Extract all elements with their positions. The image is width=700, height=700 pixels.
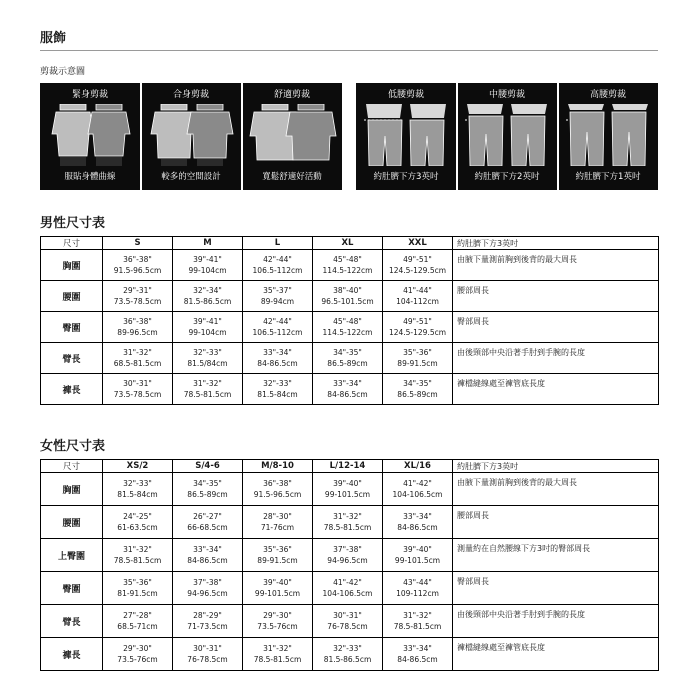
size-value-cell <box>103 473 173 506</box>
table-row <box>41 473 659 506</box>
cm-value: 73.5-78.5cm <box>113 390 162 399</box>
size-value-cell <box>313 638 383 671</box>
size-value-cell <box>313 281 383 312</box>
size-value-cell <box>383 374 453 405</box>
inch-value: 28"-29" <box>193 611 222 620</box>
cm-value: 89-94cm <box>260 297 295 306</box>
cm-value: 86.5-89cm <box>327 359 368 368</box>
inch-value: 34"-35" <box>403 379 432 388</box>
size-value-cell <box>313 374 383 405</box>
fit-caption-slim: 服貼身體曲線 <box>64 172 116 182</box>
high-rise-pants-figure <box>558 104 658 166</box>
inch-value: 33"-34" <box>403 644 432 653</box>
size-value-cell <box>383 312 453 343</box>
size-value-cell <box>313 572 383 605</box>
measurement-label: 褲長 <box>41 638 103 671</box>
size-col-header: XL <box>313 237 383 250</box>
cm-value: 86.5-89cm <box>397 390 438 399</box>
inch-value: 38"-40" <box>333 286 362 295</box>
measurement-note: 褲檔縫線處至褲管底長度 <box>453 638 659 671</box>
size-value-cell <box>243 605 313 638</box>
size-value-cell <box>383 281 453 312</box>
fit-caption-relaxed: 寬鬆舒適好活動 <box>262 172 322 182</box>
cm-value: 78.5-81.5cm <box>323 523 372 532</box>
size-value-cell <box>383 473 453 506</box>
size-value-cell <box>173 506 243 539</box>
inch-value: 33"-34" <box>333 379 362 388</box>
table-row <box>41 539 659 572</box>
measurement-label: 臀圍 <box>41 312 103 343</box>
fit-title-slim: 緊身剪裁 <box>71 90 108 100</box>
size-value-cell <box>173 250 243 281</box>
women-size-chart-title: 女性尺寸表 <box>40 439 106 454</box>
inch-value: 28"-30" <box>263 512 292 521</box>
fit-title-low-rise: 低腰剪裁 <box>387 90 424 100</box>
measurement-label: 褲長 <box>41 374 103 405</box>
measurement-note: 測量約在自然腰線下方3吋的臀部周長 <box>453 539 659 572</box>
cm-value: 81-91.5cm <box>117 589 158 598</box>
bottoms-fit-strip <box>356 83 658 190</box>
fit-caption-mid-rise: 約肚臍下方2英吋 <box>474 172 540 182</box>
cm-value: 104-106.5cm <box>322 589 373 598</box>
cm-value: 76-78.5cm <box>187 655 228 664</box>
note-header: 約肚臍下方3英吋 <box>453 460 659 473</box>
size-value-cell <box>243 506 313 539</box>
inch-value: 29"-30" <box>123 644 152 653</box>
fit-title-regular: 合身剪裁 <box>172 90 209 100</box>
inch-value: 31"-32" <box>333 512 362 521</box>
size-value-cell <box>383 343 453 374</box>
size-value-cell <box>383 539 453 572</box>
inch-value: 26"-27" <box>193 512 222 521</box>
size-value-cell <box>173 343 243 374</box>
inch-value: 36"-38" <box>123 317 152 326</box>
cm-value: 124.5-129.5cm <box>388 328 447 337</box>
title-divider <box>40 50 658 51</box>
inch-value: 32"-33" <box>263 379 292 388</box>
inch-value: 30"-31" <box>193 644 222 653</box>
measurement-label: 胸圍 <box>41 250 103 281</box>
cm-value: 84-86.5cm <box>257 359 298 368</box>
size-col-header: XS/2 <box>103 460 173 473</box>
note-header: 約肚臍下方3英吋 <box>453 237 659 250</box>
size-value-cell <box>103 343 173 374</box>
inch-value: 32"-33" <box>193 348 222 357</box>
inch-value: 31"-32" <box>263 644 292 653</box>
cm-value: 106.5-112cm <box>252 266 303 275</box>
inch-value: 36"-38" <box>263 479 292 488</box>
inch-value: 39"-41" <box>193 255 222 264</box>
inch-value: 35"-36" <box>263 545 292 554</box>
cm-value: 73.5-78.5cm <box>113 297 162 306</box>
fit-title-relaxed: 舒適剪裁 <box>273 90 310 100</box>
inch-value: 49"-51" <box>403 317 432 326</box>
table-row <box>41 638 659 671</box>
size-value-cell <box>173 312 243 343</box>
women-size-table <box>40 459 659 671</box>
size-value-cell <box>313 539 383 572</box>
men-size-chart-title: 男性尺寸表 <box>40 216 106 231</box>
cm-value: 94-96.5cm <box>327 556 368 565</box>
inch-value: 30"-31" <box>123 379 152 388</box>
size-value-cell <box>243 638 313 671</box>
cm-value: 104-106.5cm <box>392 490 443 499</box>
inch-value: 39"-40" <box>263 578 292 587</box>
inch-value: 33"-34" <box>403 512 432 521</box>
inch-value: 31"-32" <box>403 611 432 620</box>
inch-value: 32"-33" <box>123 479 152 488</box>
measurement-note: 由後頸部中央沿著手肘到手腕的長度 <box>453 605 659 638</box>
size-value-cell <box>103 374 173 405</box>
size-value-cell <box>313 343 383 374</box>
size-value-cell <box>243 374 313 405</box>
cm-value: 66-68.5cm <box>187 523 228 532</box>
cm-value: 104-112cm <box>396 297 439 306</box>
table-row <box>41 506 659 539</box>
measurement-note: 腰部周長 <box>453 506 659 539</box>
measurement-label: 臂長 <box>41 343 103 374</box>
inch-value: 24"-25" <box>123 512 152 521</box>
cm-value: 78.5-81.5cm <box>113 556 162 565</box>
page-title: 服飾 <box>40 31 67 46</box>
fit-caption-regular: 較多的空間設計 <box>161 172 221 182</box>
slim-fit-shirt-figure <box>40 104 140 166</box>
fit-caption-low-rise: 約肚臍下方3英吋 <box>373 172 439 182</box>
cm-value: 99-104cm <box>188 266 227 275</box>
size-value-cell <box>313 473 383 506</box>
size-value-cell <box>103 605 173 638</box>
inch-value: 39"-40" <box>403 545 432 554</box>
inch-value: 34"-35" <box>193 479 222 488</box>
table-header-row <box>41 237 659 250</box>
cm-value: 106.5-112cm <box>252 328 303 337</box>
size-col-header: XL/16 <box>383 460 453 473</box>
cm-value: 81.5-86.5cm <box>183 297 232 306</box>
cm-value: 99-104cm <box>188 328 227 337</box>
measurement-note: 由腋下量測前胸到後背的最大周長 <box>453 473 659 506</box>
inch-value: 30"-31" <box>333 611 362 620</box>
size-value-cell <box>313 250 383 281</box>
size-value-cell <box>103 638 173 671</box>
inch-value: 42"-44" <box>263 255 292 264</box>
size-value-cell <box>383 638 453 671</box>
inch-value: 42"-44" <box>263 317 292 326</box>
inch-value: 33"-34" <box>193 545 222 554</box>
cm-value: 109-112cm <box>396 589 439 598</box>
size-value-cell <box>313 605 383 638</box>
inch-value: 39"-40" <box>333 479 362 488</box>
size-col-header: L/12-14 <box>313 460 383 473</box>
cm-value: 81.5-86.5cm <box>323 655 372 664</box>
cm-value: 114.5-122cm <box>322 266 373 275</box>
measurement-note: 臀部周長 <box>453 312 659 343</box>
inch-value: 39"-41" <box>193 317 222 326</box>
measurement-note: 腰部周長 <box>453 281 659 312</box>
inch-value: 37"-38" <box>193 578 222 587</box>
cm-value: 81.5-84cm <box>257 390 298 399</box>
size-value-cell <box>383 572 453 605</box>
fit-section-label: 剪裁示意圖 <box>40 67 86 77</box>
cm-value: 89-91.5cm <box>397 359 438 368</box>
cm-value: 86.5-89cm <box>187 490 228 499</box>
measurement-note: 由腋下量測前胸到後背的最大周長 <box>453 250 659 281</box>
inch-value: 29"-30" <box>263 611 292 620</box>
table-row <box>41 605 659 638</box>
fit-caption-high-rise: 約肚臍下方1英吋 <box>575 172 641 182</box>
inch-value: 29"-31" <box>123 286 152 295</box>
size-col-header: XXL <box>383 237 453 250</box>
cm-value: 78.5-81.5cm <box>253 655 302 664</box>
size-col-header: M <box>173 237 243 250</box>
inch-value: 41"-44" <box>403 286 432 295</box>
cm-value: 114.5-122cm <box>322 328 373 337</box>
measurement-label: 上臀圍 <box>41 539 103 572</box>
cm-value: 99-101.5cm <box>394 556 441 565</box>
cm-value: 71-73.5cm <box>187 622 228 631</box>
mid-rise-pants-figure <box>457 104 557 166</box>
table-row <box>41 312 659 343</box>
cm-value: 61-63.5cm <box>117 523 158 532</box>
fit-title-mid-rise: 中腰剪裁 <box>488 90 525 100</box>
size-value-cell <box>103 281 173 312</box>
size-value-cell <box>243 473 313 506</box>
cm-value: 94-96.5cm <box>187 589 228 598</box>
cm-value: 78.5-81.5cm <box>393 622 442 631</box>
cm-value: 84-86.5cm <box>397 523 438 532</box>
size-value-cell <box>383 250 453 281</box>
table-row <box>41 250 659 281</box>
cm-value: 89-96.5cm <box>117 328 158 337</box>
size-value-cell <box>173 572 243 605</box>
inch-value: 32"-34" <box>193 286 222 295</box>
size-value-cell <box>243 343 313 374</box>
table-header-row <box>41 460 659 473</box>
men-size-table <box>40 236 659 405</box>
inch-value: 31"-32" <box>123 545 152 554</box>
size-value-cell <box>103 250 173 281</box>
inch-value: 36"-38" <box>123 255 152 264</box>
cm-value: 81.5/84cm <box>187 359 228 368</box>
inch-value: 43"-44" <box>403 578 432 587</box>
inch-value: 45"-48" <box>333 255 362 264</box>
inch-value: 34"-35" <box>333 348 362 357</box>
measurement-label: 胸圍 <box>41 473 103 506</box>
cm-value: 96.5-101.5cm <box>321 297 374 306</box>
size-value-cell <box>103 312 173 343</box>
regular-fit-shirt-figure <box>141 104 241 166</box>
measurement-label: 腰圍 <box>41 506 103 539</box>
cm-value: 84-86.5cm <box>397 655 438 664</box>
inch-value: 41"-42" <box>403 479 432 488</box>
inch-value: 41"-42" <box>333 578 362 587</box>
measurement-note: 臀部周長 <box>453 572 659 605</box>
size-value-cell <box>103 506 173 539</box>
table-row <box>41 343 659 374</box>
measurement-label: 臀圍 <box>41 572 103 605</box>
size-col-header: M/8-10 <box>243 460 313 473</box>
cm-value: 76-78.5cm <box>327 622 368 631</box>
size-value-cell <box>313 506 383 539</box>
measurement-note: 由後頸部中央沿著手肘到手腕的長度 <box>453 343 659 374</box>
inch-value: 31"-32" <box>123 348 152 357</box>
size-value-cell <box>173 473 243 506</box>
size-col-header: S/4-6 <box>173 460 243 473</box>
inch-value: 37"-38" <box>333 545 362 554</box>
measurement-label: 腰圍 <box>41 281 103 312</box>
size-value-cell <box>173 374 243 405</box>
fit-title-high-rise: 高腰剪裁 <box>589 90 626 100</box>
inch-value: 32"-33" <box>333 644 362 653</box>
size-value-cell <box>173 539 243 572</box>
cm-value: 73.5-76cm <box>117 655 158 664</box>
cm-value: 81.5-84cm <box>117 490 158 499</box>
size-value-cell <box>173 281 243 312</box>
size-header: 尺寸 <box>41 460 103 473</box>
size-value-cell <box>173 638 243 671</box>
inch-value: 35"-36" <box>123 578 152 587</box>
size-value-cell <box>243 250 313 281</box>
cm-value: 124.5-129.5cm <box>388 266 447 275</box>
tops-fit-strip <box>40 83 342 190</box>
table-row <box>41 572 659 605</box>
low-rise-pants-figure <box>356 104 456 166</box>
size-col-header: S <box>103 237 173 250</box>
size-value-cell <box>243 312 313 343</box>
measurement-note: 褲檔縫線處至褲管底長度 <box>453 374 659 405</box>
inch-value: 35"-37" <box>263 286 292 295</box>
size-value-cell <box>313 312 383 343</box>
size-value-cell <box>383 506 453 539</box>
cm-value: 84-86.5cm <box>187 556 228 565</box>
table-row <box>41 374 659 405</box>
inch-value: 27"-28" <box>123 611 152 620</box>
cm-value: 91.5-96.5cm <box>113 266 162 275</box>
size-header: 尺寸 <box>41 237 103 250</box>
inch-value: 45"-48" <box>333 317 362 326</box>
relaxed-fit-shirt-figure <box>242 104 342 166</box>
table-row <box>41 281 659 312</box>
cm-value: 91.5-96.5cm <box>253 490 302 499</box>
inch-value: 31"-32" <box>193 379 222 388</box>
cm-value: 68.5-71cm <box>117 622 158 631</box>
measurement-label: 臂長 <box>41 605 103 638</box>
size-value-cell <box>103 539 173 572</box>
inch-value: 49"-51" <box>403 255 432 264</box>
cm-value: 89-91.5cm <box>257 556 298 565</box>
size-col-header: L <box>243 237 313 250</box>
size-value-cell <box>243 539 313 572</box>
size-value-cell <box>103 572 173 605</box>
cm-value: 73.5-76cm <box>257 622 298 631</box>
cm-value: 78.5-81.5cm <box>183 390 232 399</box>
size-value-cell <box>383 605 453 638</box>
size-value-cell <box>173 605 243 638</box>
size-value-cell <box>243 572 313 605</box>
cm-value: 71-76cm <box>260 523 295 532</box>
size-value-cell <box>243 281 313 312</box>
cm-value: 99-101.5cm <box>324 490 371 499</box>
cm-value: 99-101.5cm <box>254 589 301 598</box>
cm-value: 68.5-81.5cm <box>113 359 162 368</box>
inch-value: 35"-36" <box>403 348 432 357</box>
inch-value: 33"-34" <box>263 348 292 357</box>
cm-value: 84-86.5cm <box>327 390 368 399</box>
